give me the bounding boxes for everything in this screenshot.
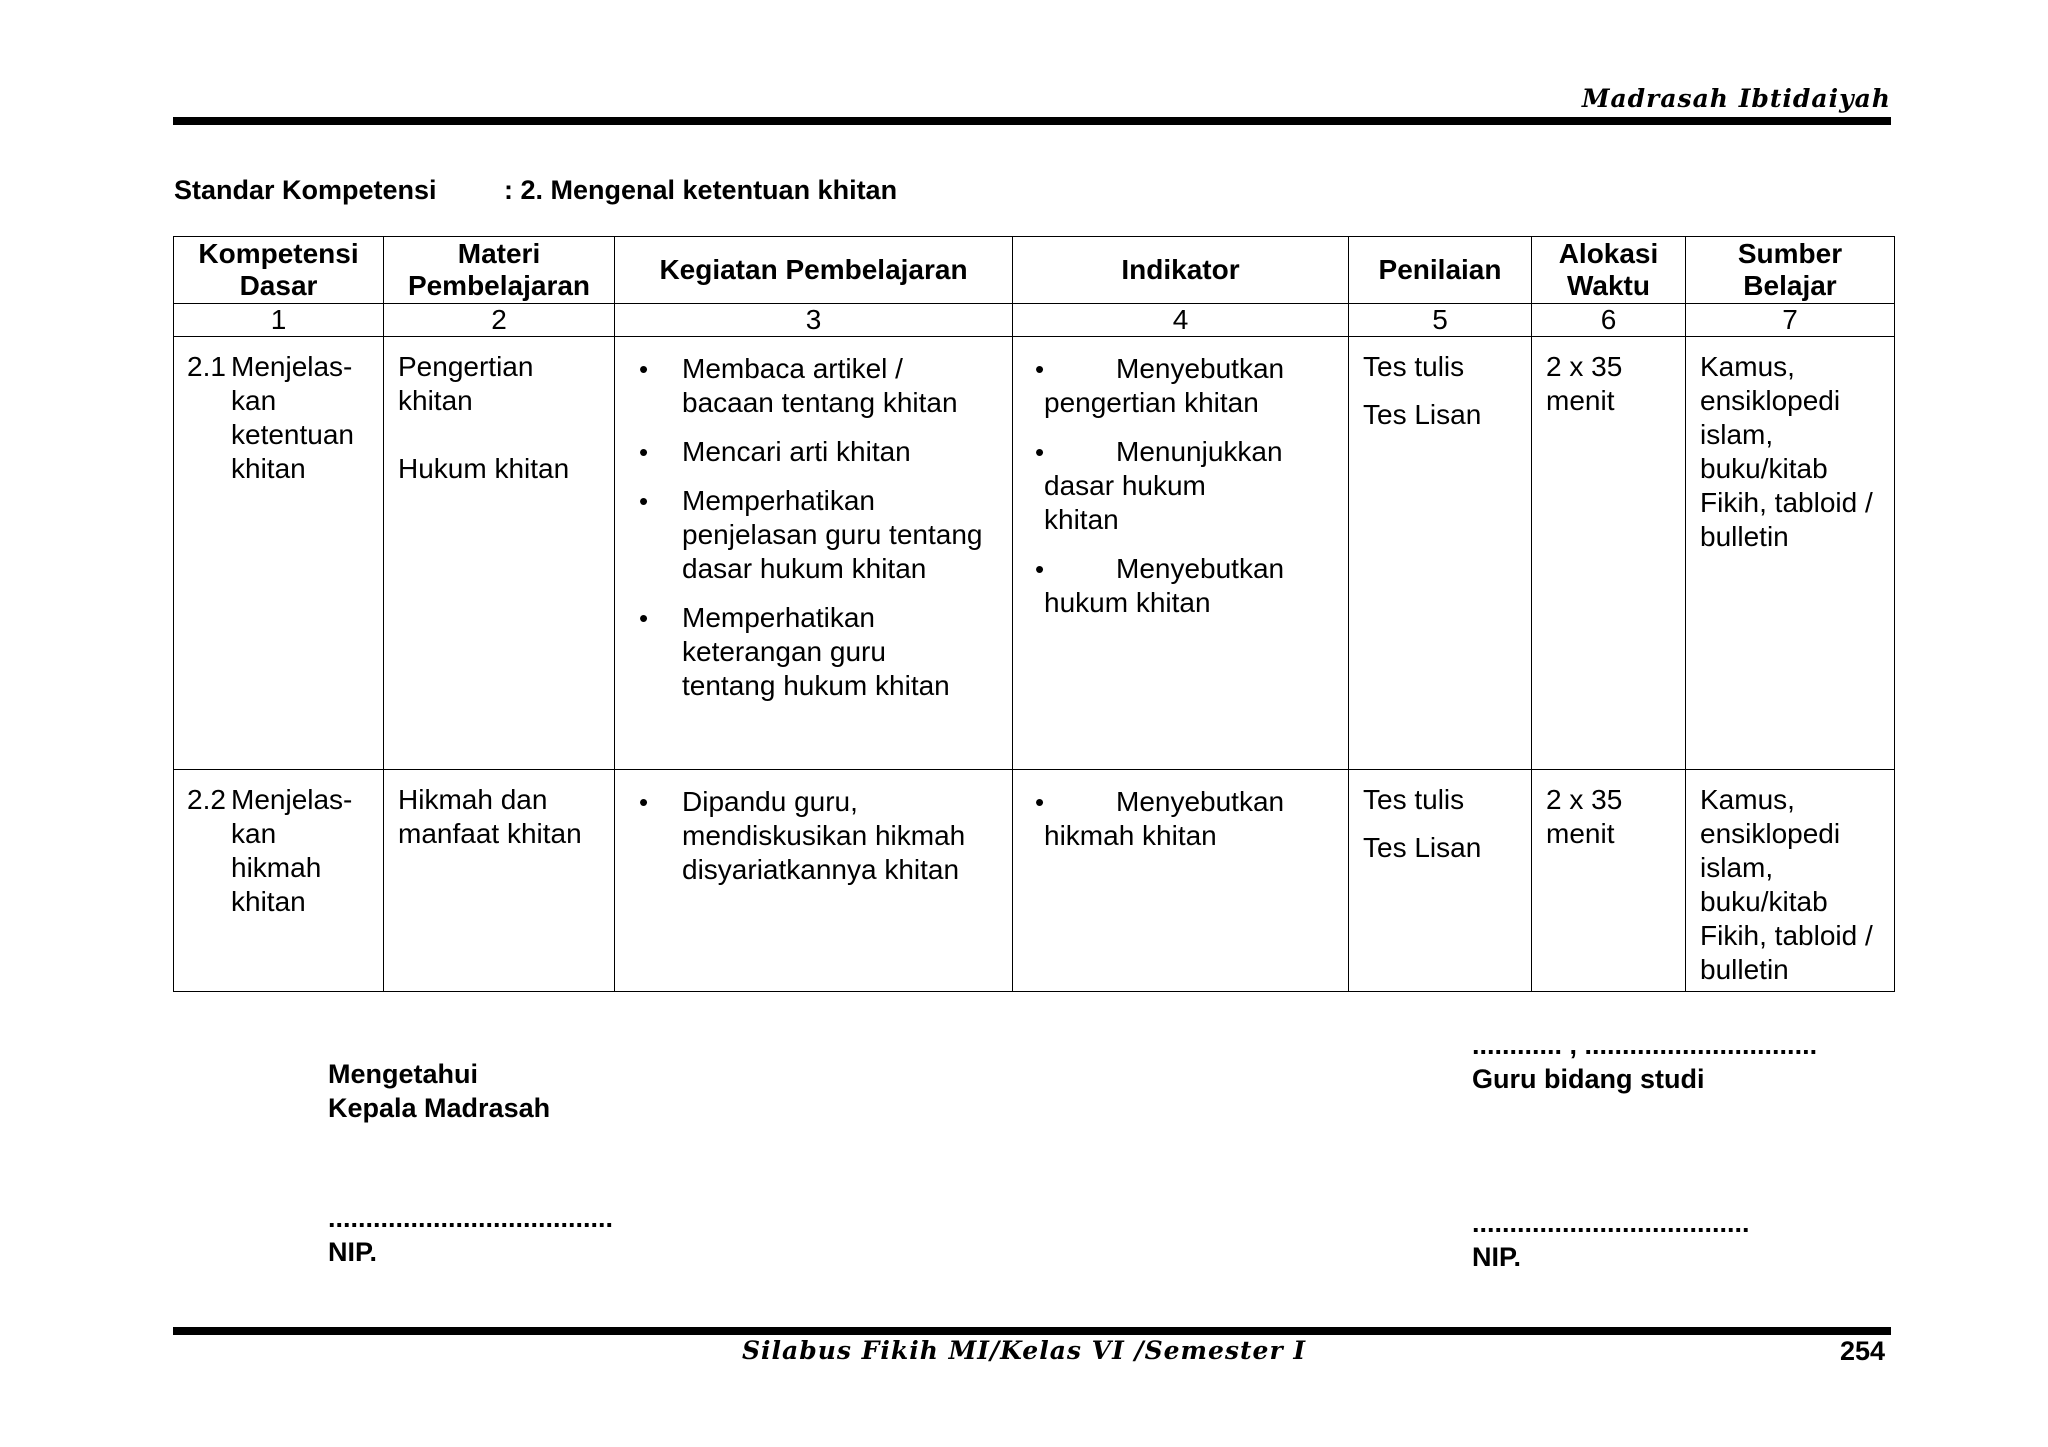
indikator-cell [1013,337,1349,770]
col-header-kompetensi-dasar: Kompetensi Dasar [174,237,384,304]
alokasi-cell [1532,770,1686,992]
column-number: 1 [174,304,384,337]
sumber-text: bulletin [1700,521,1789,552]
col-header-sumber: Sumber Belajar [1686,237,1895,304]
sumber-text: buku/kitab [1700,886,1828,917]
sumber-text: islam, [1700,419,1774,450]
column-number: 3 [615,304,1013,337]
col-header-materi: Materi Pembelajaran [384,237,615,304]
kegiatan-item: • Membaca artikel / bacaan tentang khitan [616,352,1003,420]
col-header-kegiatan: Kegiatan Pembelajaran [615,237,1013,304]
sumber-text: Fikih, tabloid / [1700,920,1873,951]
kegiatan-item: • Mencari arti khitan [616,435,1003,469]
sumber-text: buku/kitab [1700,453,1828,484]
alokasi-text: 2 x 35 [1546,351,1623,382]
kegiatan-item: • Memperhatikan penjelasan guru tentang dasar hukum khitan [616,484,1003,586]
sumber-text: islam, [1700,852,1774,883]
col-header-indikator: Indikator [1013,237,1349,304]
indikator-item: • Menyebutkan hikmah khitan [1014,785,1339,853]
signature-role: Kepala Madrasah [328,1093,551,1123]
signature-heading: Mengetahui [328,1059,479,1089]
alokasi-text: 2 x 35 [1546,784,1623,815]
column-number: 2 [384,304,615,337]
kegiatan-item: • Memperhatikan keterangan guru tentang hukum khitan [616,601,1003,703]
alokasi-text: menit [1546,818,1615,849]
sumber-text: Fikih, tabloid / [1700,487,1873,518]
column-number: 5 [1349,304,1532,337]
column-number: 7 [1686,304,1895,337]
kd-text: kan [231,385,277,416]
header-title: Madrasah Ibtidaiyah [1581,84,1891,113]
kd-number: 2.2 [187,784,226,815]
penilaian-cell [1349,770,1532,992]
place-date-line: ............ , ............................... [1472,1030,1818,1060]
materi-text: Hikmah dan [398,784,548,815]
kd-text: ketentuan [231,419,354,450]
col-header-penilaian: Penilaian [1349,237,1532,304]
kd-text: kan [231,818,277,849]
penilaian-text: Tes tulis [1363,784,1465,815]
indikator-cell [1013,770,1349,992]
column-number-row [174,304,1895,337]
table-row [174,337,1895,770]
kd-text: Menjelas- [231,784,353,815]
sumber-text: Kamus, [1700,784,1795,815]
kegiatan-cell [615,337,1013,770]
page-number: 254 [1839,1336,1885,1366]
sumber-cell [1686,337,1895,770]
kd-number: 2.1 [187,351,226,382]
penilaian-text: Tes tulis [1363,351,1465,382]
indikator-item: • Menyebutkan pengertian khitan [1014,352,1339,420]
penilaian-text: Tes Lisan [1363,832,1482,863]
kd-text: Menjelas- [231,351,353,382]
penilaian-cell [1349,337,1532,770]
signature-guru [1472,1028,1817,1274]
col-header-alokasi: Alokasi Waktu [1532,237,1686,304]
signature-line: ...................................... [328,1203,614,1233]
materi-text: khitan [398,385,473,416]
materi-text: manfaat khitan [398,818,582,849]
kd-text: hikmah [231,852,322,883]
header-rule [173,117,1891,125]
sumber-text: bulletin [1700,954,1789,985]
signature-line: ..................................... [1472,1208,1750,1238]
standar-kompetensi-label: Standar Kompetensi [174,175,437,205]
kd-text: khitan [231,453,306,484]
indikator-item: • Menyebutkan hukum khitan [1014,552,1339,620]
signature-role: Guru bidang studi [1472,1064,1705,1094]
sumber-text: ensiklopedi [1700,385,1841,416]
syllabus-table [173,236,1895,992]
kd-text: khitan [231,886,306,917]
standar-kompetensi [174,175,897,206]
alokasi-text: menit [1546,385,1615,416]
signature-kepala-madrasah [328,1057,613,1269]
kompetensi-dasar-cell [174,770,384,992]
alokasi-cell [1532,337,1686,770]
kegiatan-cell [615,770,1013,992]
table-header-row [174,237,1895,304]
kegiatan-item: • Dipandu guru, mendiskusikan hikmah disyariatkannya khitan [616,785,1003,887]
column-number: 6 [1532,304,1686,337]
sumber-text: Kamus, [1700,351,1795,382]
kompetensi-dasar-cell [174,337,384,770]
indikator-item: • Menunjukkan dasar hukum khitan [1014,435,1339,537]
materi-text: Pengertian [398,351,534,382]
signature-nip: NIP. [328,1237,378,1267]
footer-title: Silabus Fikih MI/Kelas VI /Semester I [741,1336,1307,1365]
signature-nip: NIP. [1472,1242,1522,1272]
footer-rule [173,1327,1891,1335]
materi-text: Hukum khitan [398,453,570,484]
sumber-cell [1686,770,1895,992]
materi-cell [384,337,615,770]
sumber-text: ensiklopedi [1700,818,1841,849]
standar-kompetensi-value: : 2. Mengenal ketentuan khitan [504,175,898,205]
materi-cell [384,770,615,992]
penilaian-text: Tes Lisan [1363,399,1482,430]
column-number: 4 [1013,304,1349,337]
table-row [174,770,1895,992]
